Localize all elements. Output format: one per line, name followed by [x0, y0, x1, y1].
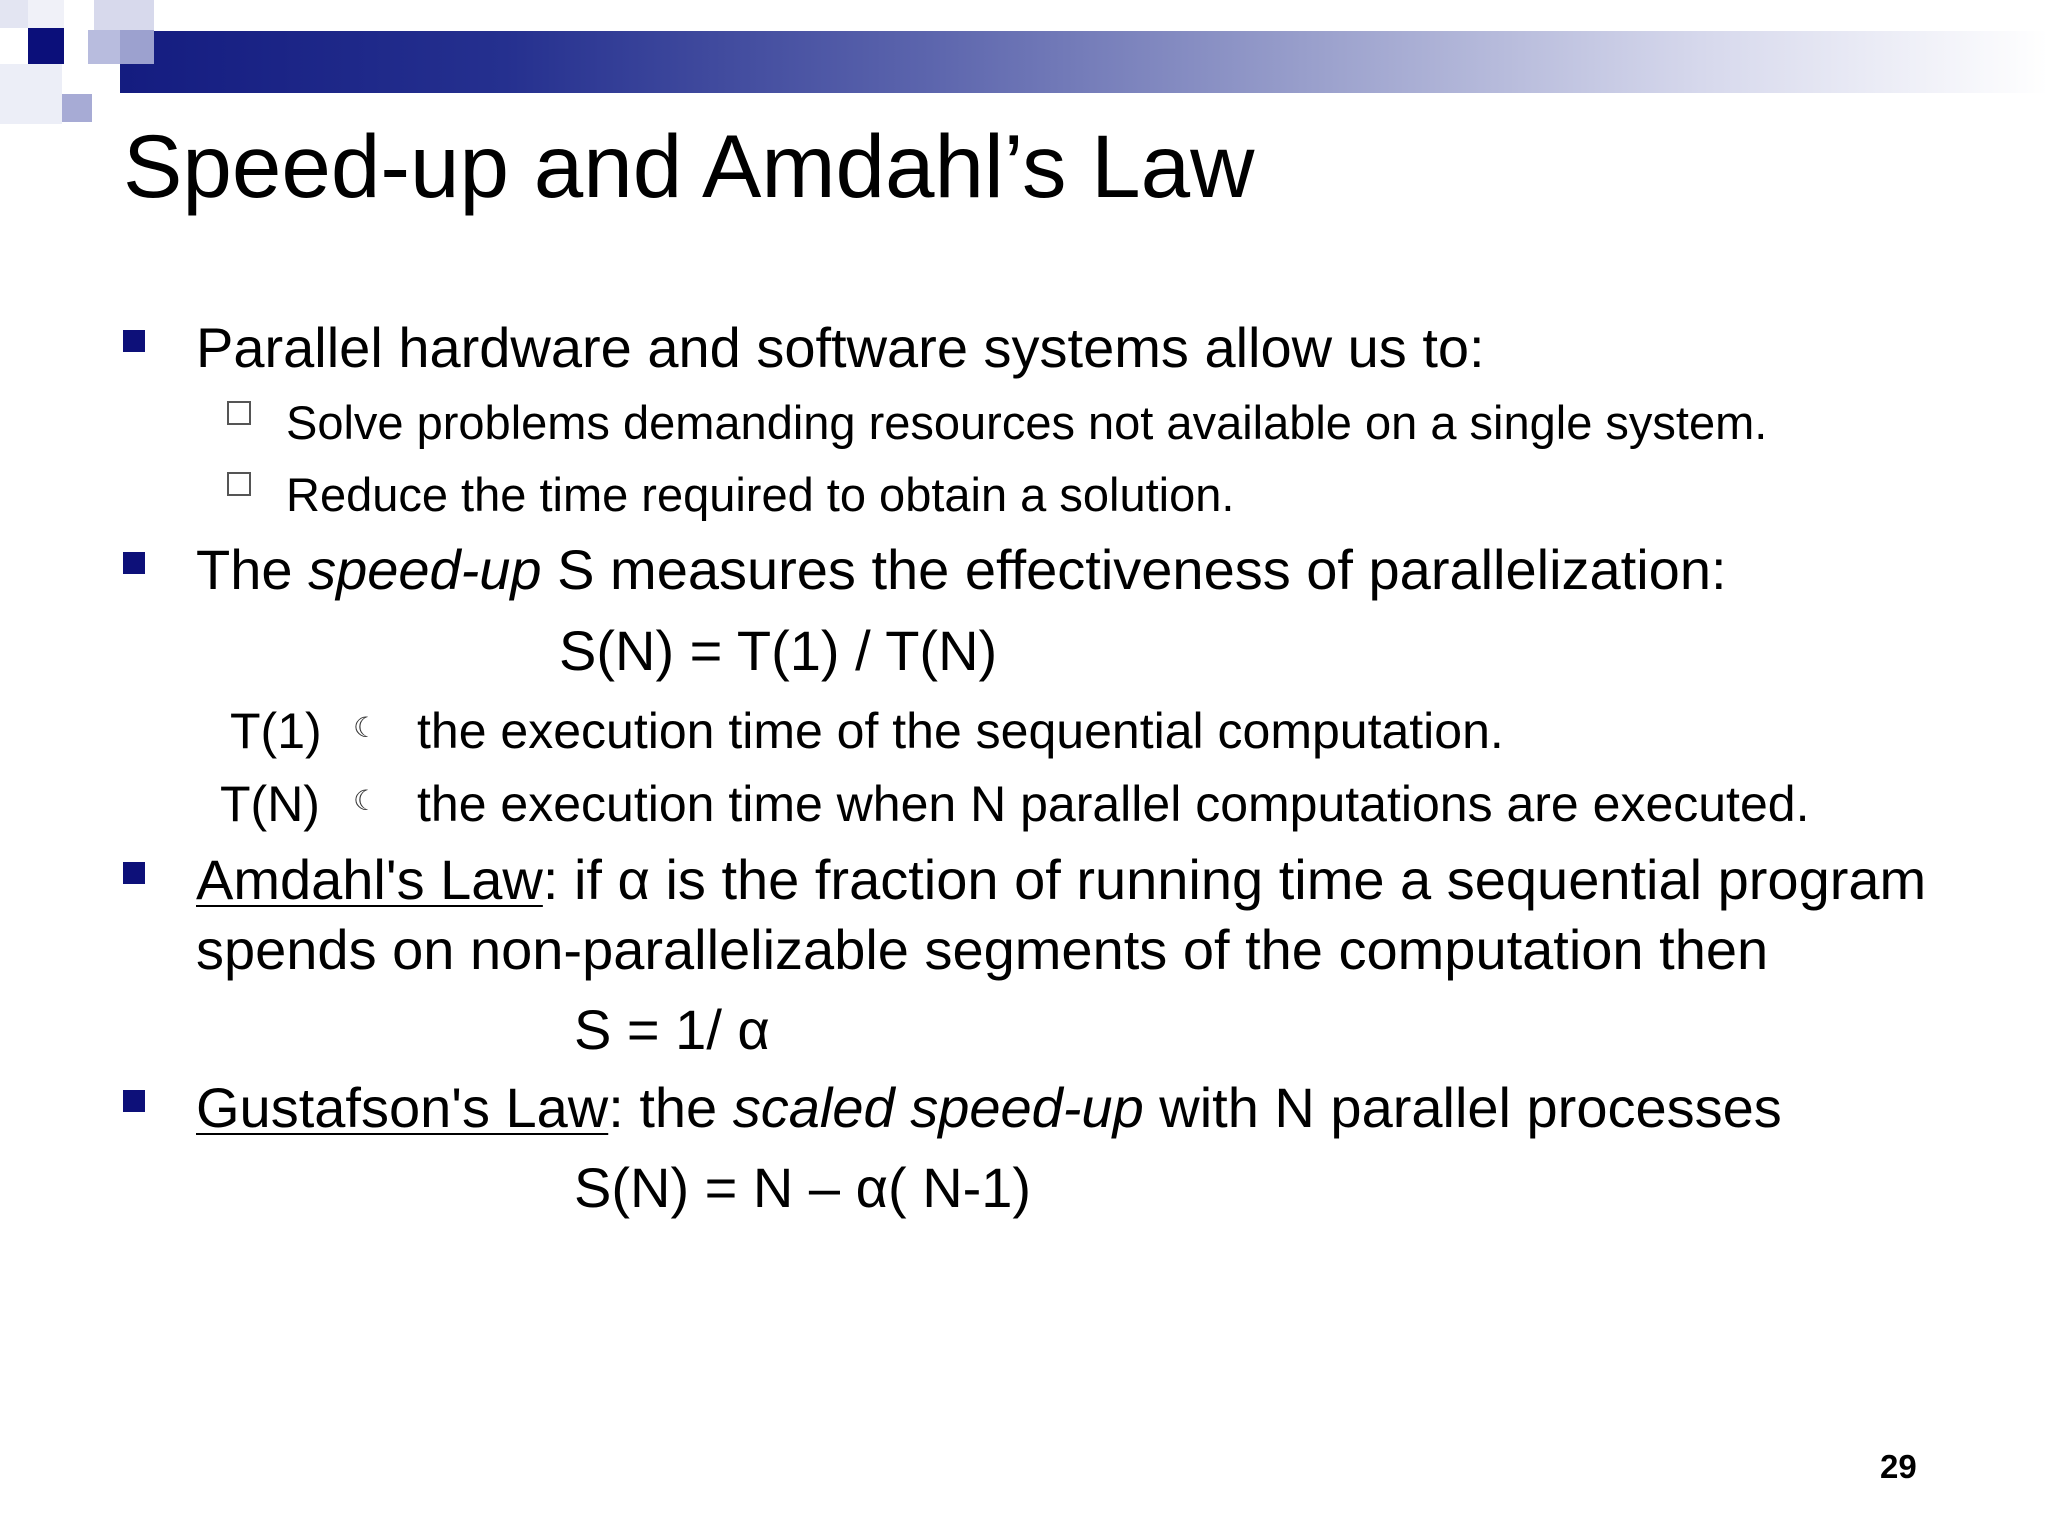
bullet-4-text	[196, 1076, 1782, 1139]
bullet-square-icon	[123, 330, 145, 352]
title-bar	[120, 31, 2048, 93]
corner-square-g	[0, 64, 62, 124]
corner-square-b	[28, 0, 64, 28]
sub-bullet-square-icon	[227, 401, 251, 425]
bullet-2-pre: The	[196, 538, 309, 601]
corner-square-d	[94, 0, 154, 30]
corner-square-e	[88, 30, 120, 64]
bullet-1-text: Parallel hardware and software systems allow us to:	[196, 316, 1485, 379]
scaled-speed-up-term: scaled speed-up	[732, 1076, 1144, 1139]
def-2-term: T(N)	[220, 776, 320, 832]
left-arrow-icon: ☾	[353, 785, 379, 816]
gustafsons-law-label: Gustafson's Law	[196, 1076, 609, 1139]
bullet-4-pre: : the	[608, 1076, 733, 1139]
bullet-square-icon	[123, 552, 145, 574]
bullet-3-line-2: spends on non-parallelizable segments of the computation then	[196, 918, 1769, 981]
left-arrow-icon: ☾	[353, 712, 379, 743]
gustafson-formula: S(N) = N – α( N-1)	[574, 1156, 1032, 1219]
corner-square-a	[0, 0, 28, 28]
bullet-3-line-1	[196, 848, 1927, 911]
def-2-desc: the execution time when N parallel computations are executed.	[417, 776, 1810, 832]
sub-bullet-square-icon	[227, 472, 251, 496]
bullet-2-post: S measures the effectiveness of parallelization:	[541, 538, 1727, 601]
speedup-formula: S(N) = T(1) / T(N)	[559, 619, 998, 682]
bullet-square-icon	[123, 1090, 145, 1112]
corner-square-c	[28, 28, 64, 64]
sub-bullet-1-text: Solve problems demanding resources not available on a single system.	[286, 396, 1768, 449]
sub-bullet-2-text: Reduce the time required to obtain a solution.	[286, 468, 1235, 521]
def-1-desc: the execution time of the sequential computation.	[417, 703, 1504, 759]
amdahl-formula: S = 1/ α	[574, 998, 770, 1061]
bullet-3-line-1-rest: : if α is the fraction of running time a sequential program	[542, 848, 1927, 911]
speed-up-term: speed-up	[308, 538, 542, 601]
corner-square-h	[62, 94, 92, 122]
bullet-4-post: with N parallel processes	[1143, 1076, 1782, 1139]
page-number: 29	[1880, 1448, 1917, 1485]
slide-title: Speed-up and Amdahl’s Law	[123, 116, 1255, 216]
corner-square-f	[120, 30, 154, 64]
bullet-2-text	[196, 538, 1727, 601]
bullet-square-icon	[123, 862, 145, 884]
def-1-term: T(1)	[230, 703, 322, 759]
amdahls-law-label: Amdahl's Law	[196, 848, 543, 911]
